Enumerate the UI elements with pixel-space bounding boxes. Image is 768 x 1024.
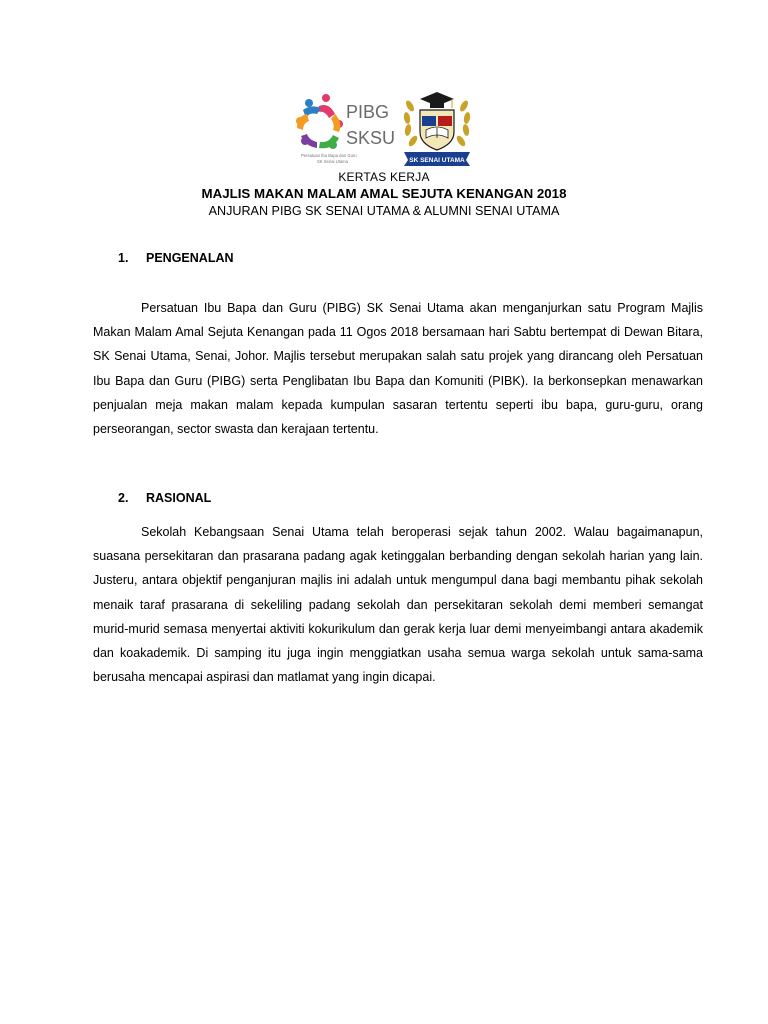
school-crest-graphic <box>400 86 474 168</box>
crest-shield <box>420 110 454 150</box>
document-subtitle: ANJURAN PIBG SK SENAI UTAMA & ALUMNI SENAI UTAMA <box>208 204 560 218</box>
section-body-rasional: Sekolah Kebangsaan Senai Utama telah beroperasi sejak tahun 2002. Walau bagaimanapun, suasana persekitaran dan prasarana padang agak ketinggalan berbanding dengan sekolah harian yang lain. Justeru, antara objektif penganjuran majlis ini adalah untuk mengumpul dana bagi membantu pihak sekolah menaik taraf prasarana di sekeliling padang sekolah dan persekitaran sekolah demi memberi semangat murid-murid semasa menyertai aktiviti kokurikulum dan gerak kerja luar demi menyeimbangi antara akademik dan koakademik. Di samping itu juga ingin menggiatkan usaha semua warga sekolah untuk sama-sama berusaha mencapai aspirasi dan matlamat yang ingin dicapai. <box>93 525 703 685</box>
pibg-logo-graphic <box>289 88 397 168</box>
section-title: PENGENALAN <box>146 251 234 265</box>
section-heading-pengenalan <box>118 251 234 265</box>
section-body-pengenalan: Persatuan Ibu Bapa dan Guru (PIBG) SK Senai Utama akan menganjurkan satu Program Majlis Makan Malam Amal Sejuta Kenangan pada 11 Ogos 2018 bersamaan hari Sabtu bertempat di Dewan Bitara, SK Senai Utama, Senai, Johor. Majlis tersebut merupakan salah satu projek yang dirancang oleh Persatuan Ibu Bapa dan Guru (PIBG) serta Penglibatan Ibu Bapa dan Komuniti (PIBK). Ia berkonsepkan menawarkan penjualan meja makan malam kepada kumpulan sasaran tertentu seperti ibu bapa, guru-guru, orang perseorangan, sector swasta dan kerajaan tertentu. <box>93 301 703 437</box>
sk-senai-utama-crest <box>400 86 474 168</box>
pibg-logo-line1: PIBG <box>346 102 390 122</box>
pibg-logo-line2: SKSU <box>346 128 396 148</box>
pibg-people-mark <box>296 94 343 149</box>
pibg-logo-tagline-1: Persatuan Ibu Bapa dan Guru <box>301 153 357 158</box>
section-number: 1. <box>118 251 129 265</box>
document-title: MAJLIS MAKAN MALAM AMAL SEJUTA KENANGAN 2018 <box>201 186 567 201</box>
section-heading-rasional <box>118 491 211 505</box>
crest-banner-text: SK SENAI UTAMA <box>409 157 465 164</box>
pibg-sksu-logo <box>289 88 397 168</box>
mortarboard-icon <box>420 92 454 108</box>
crest-banner <box>404 152 470 166</box>
document-label: KERTAS KERJA <box>338 170 430 184</box>
section-title: RASIONAL <box>146 491 212 505</box>
pibg-logo-tagline-2: SK Senai Utama <box>317 159 348 164</box>
section-number: 2. <box>118 491 129 505</box>
